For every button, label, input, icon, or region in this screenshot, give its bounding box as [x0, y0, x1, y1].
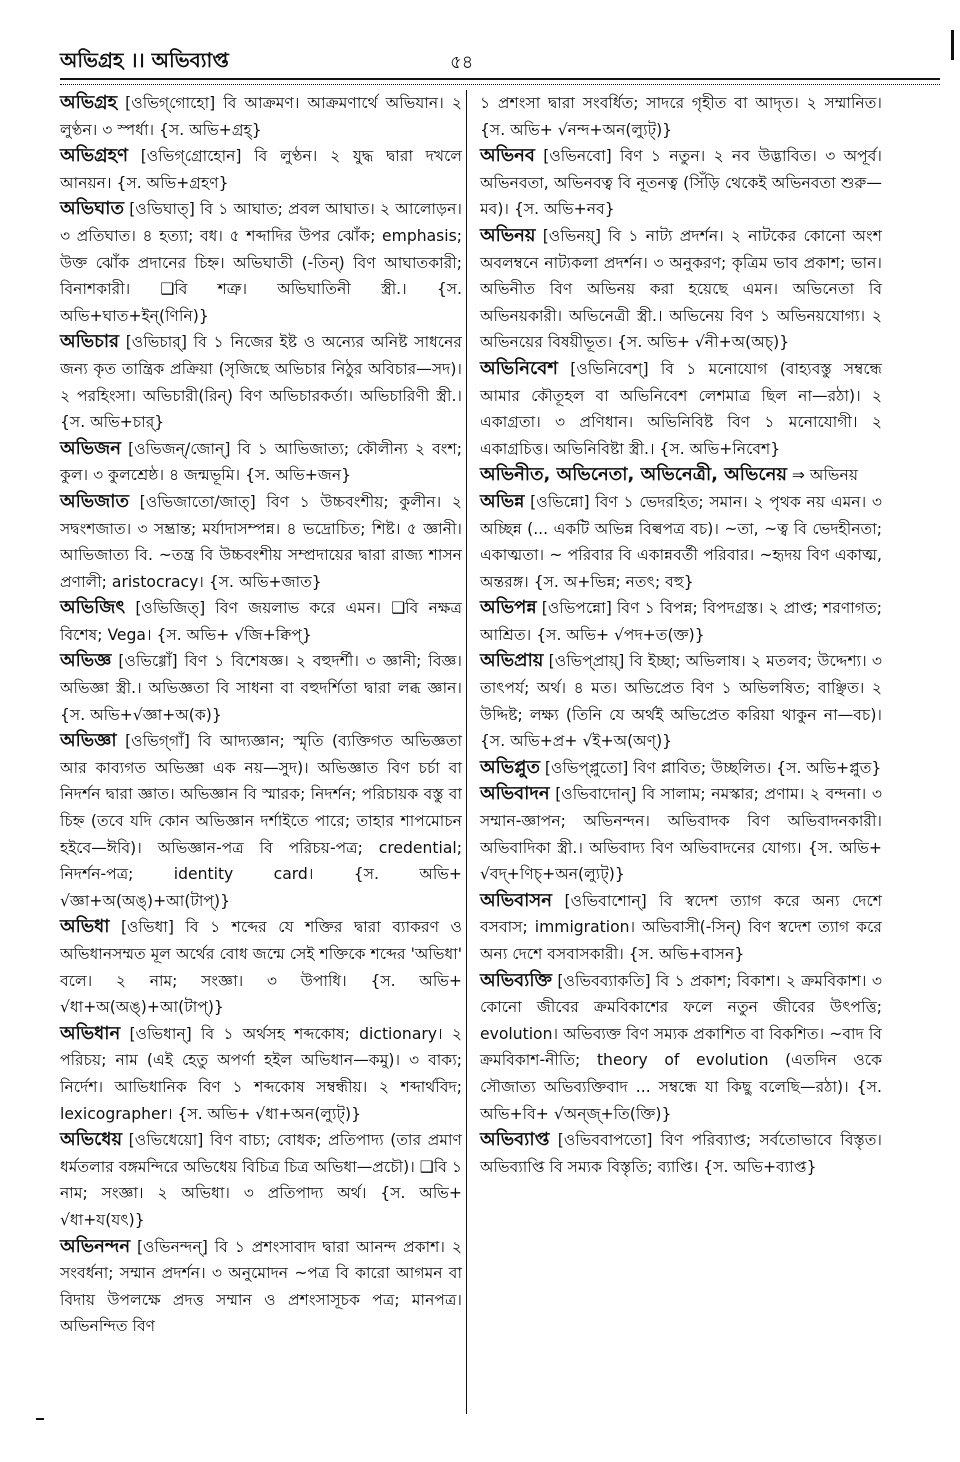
dictionary-entry: [480, 143, 882, 223]
entry-headword: অভিগ্রহণ: [60, 145, 128, 167]
edge-mark: [951, 30, 954, 60]
dictionary-entry: [480, 356, 882, 462]
entry-definition: ⇒ অভিনয়: [786, 466, 859, 485]
entry-definition: [ওভিগ্‌গাঁ] বি আদ্যজ্ঞান; স্মৃতি (ব্যক্তিগত অভিজ্ঞতা আর কাব্যগত অভিজ্ঞা এক নয়—সুদ)। অভিজ্ঞাত বিণ চর্চা বা নিদর্শন দ্বারা জ্ঞাত। অভিজ্ঞান বি স্মারক; নিদর্শন; পরিচায়ক বস্তু বা চিহ্ন (তবে যদি কোন অভিজ্ঞান দর্শাইতে পারে; তাহার শাপমোচন হইবে—ঈবি)। অভিজ্ঞান-পত্র বি পরিচয়-পত্র; credential; নিদর্শন-পত্র; identity card। {স. অভি+ √জ্ঞা+অ(অঙ্)+আ(টাপ্)}: [60, 732, 462, 910]
dictionary-entry: [480, 781, 882, 887]
entry-headword: অভিনব: [480, 145, 535, 167]
dictionary-entry: [60, 436, 462, 489]
dictionary-entry: [60, 1127, 462, 1233]
entry-headword: অভিচার: [60, 331, 119, 353]
dictionary-entry: [60, 489, 462, 595]
entry-headword: অভিজাত: [60, 490, 129, 512]
entry-definition: [ওভিধান্] বি ১ অর্থসহ শব্দকোষ; dictionary। ২ পরিচয়; নাম (এই হেতু অপর্ণা হইল অভিধান—কমু)। ৩ বাক্য; নির্দেশ। আভিধানিক বিণ ১ শব্দকোষ সম্বন্ধীয়। ২ শব্দার্থবিদ; lexicographer। {স. অভি+ √ধা+অন(ল্যুট্)}: [60, 1024, 462, 1123]
entry-headword: অভিপ্রায়: [480, 650, 544, 672]
dictionary-entry: [480, 968, 882, 1128]
entry-definition: [ওভিগ্গোঁ] বিণ ১ বিশেষজ্ঞ। ২ বহুদর্শী। ৩ জ্ঞানী; বিজ্ঞ। অভিজ্ঞা স্ত্রী.। অভিজ্ঞতা বি সাধনা বা বহুদর্শিতা দ্বারা লব্ধ জ্ঞান। {স. অভি+√জ্ঞা+অ(ক)}: [60, 652, 462, 724]
entry-definition: [ওভিববাপতো] বিণ পরিব্যাপ্ত; সর্বতোভাবে বিস্তৃত। অভিব্যাপ্তি বি সম্যক বিস্তৃতি; ব্যাপ্তি। {স. অভি+ব্যাপ্ত}: [480, 1131, 882, 1176]
entry-definition: [ওভিপ্প্রায়্] বি ইচ্ছা; অভিলাষ। ২ মতলব; উদ্দেশ্য। ৩ তাৎপর্য; অর্থ। ৪ মত। অভিপ্রেত বিণ ১ অভিলষিত; বাঞ্ছিত। ২ উদ্দিষ্ট; লক্ষ্য (তিনি যে অর্থই অভিপ্রেত করিয়া থাকুন না—বচ)। {স. অভি+প্র+ √ই+অ(অণ্)}: [480, 652, 882, 751]
entry-headword: অভিপন্ন: [480, 597, 537, 619]
entry-headword: অভিগ্রহ: [60, 92, 118, 113]
entry-definition: [ওভিবাদোন্] বি সালাম; নমস্কার; প্রণাম। ২ বন্দনা। ৩ সম্মান-জ্ঞাপন; অভিনন্দন। অভিবাদক বিণ অভিবাদনকারী। অভিবাদিকা স্ত্রী.। অভিবাদ্য বিণ অভিবাদনের যোগ্য। {স. অভি+ √বদ্+ণিচ্+অন(ল্যুট্)}: [480, 785, 882, 884]
header-rule: [60, 78, 940, 85]
entry-headword: অভিপ্লুত: [480, 756, 540, 778]
entry-definition: [ওভিবাশোন্] বি স্বদেশ ত্যাগ করে অন্য দেশে বসবাস; immigration। অভিবাসী(-সিন্) বিণ স্বদেশ ত্যাগ করে অন্য দেশে বসবাসকারী। {স. অভি+বাসন}: [480, 891, 882, 963]
entry-definition: [ওভিজাতো/জাত্] বিণ ১ উচ্চবংশীয়; কুলীন। ২ সদ্বংশজাত। ৩ সম্ভ্রান্ত; মর্যাদাসম্পন্ন। ৪ ভদ্রোচিত; শিষ্ট। ৫ জ্ঞানী। আভিজাত্য বি. ~তন্ত্র বি উচ্চবংশীয় সম্প্রদায়ের দ্বারা রাজ্য শাসন প্রণালী; aristocracy। {স. অভি+জাত}: [60, 492, 462, 591]
dictionary-entry: [480, 755, 882, 782]
dictionary-entry: [480, 489, 882, 595]
entry-headword: অভিনন্দন: [60, 1235, 131, 1257]
entry-definition: [ওভিনিবেশ্] বি ১ মনোযোগ (বাহ্যবস্তু সম্বন্ধে আমার কৌতূহল বা অভিনিবেশ লেশমাত্র ছিল না—রঠা)। ২ একাগ্রতা। ৩ প্রণিধান। অভিনিবিষ্ট বিণ ১ মনোযোগী। ২ একাগ্রচিত্ত। অভিনিবিষ্টা স্ত্রী.। {স. অভি+নিবেশ}: [480, 359, 882, 458]
entry-headword: অভিধান: [60, 1022, 121, 1044]
entry-definition: [ওভিজিত্] বিণ জয়লাভ করে এমন। ❑বি নক্ষত্র বিশেষ; Vega। {স. অভি+ √জি+ক্বিপ্}: [60, 599, 462, 644]
dictionary-entry: [60, 914, 462, 1020]
entry-definition: [ওভিনয়্] বি ১ নাট্য প্রদর্শন। ২ নাটকের কোনো অংশ অবলম্বনে নাট্যকলা প্রদর্শন। ৩ অনুকরণ; কৃত্রিম ভাব প্রকাশ; ভান। অভিনীত বিণ অভিনয় করা হয়েছে এমন। অভিনেতা বি অভিনয়কারী। অভিনেত্রী স্ত্রী.। অভিনেয় বিণ ১ অভিনয়যোগ্য। ২ অভিনয়ের বিষয়ীভূত। {স. অভি+ √নী+অ(অচ্)}: [480, 226, 882, 352]
entry-headword: অভিঘাত: [60, 198, 124, 220]
entry-definition: [ওভিপন্নো] বিণ ১ বিপন্ন; বিপদগ্রস্ত। ২ প্রাপ্ত; শরণাগত; আশ্রিত। {স. অভি+ √পদ+ত(ক্ত)}: [480, 599, 882, 644]
entry-headword: অভিধেয়: [60, 1129, 123, 1151]
page-header: [60, 46, 940, 78]
right-column: [480, 90, 882, 1180]
entry-headword: অভিজন: [60, 437, 121, 459]
page-number: ৫৪: [450, 52, 474, 73]
entry-headword: অভিব্যক্তি: [480, 969, 553, 991]
entry-definition: [ওভিধেয়ো] বিণ বাচ্য; বোধক; প্রতিপাদ্য (তার প্রমাণ ধর্মতলার বঙ্গমন্দিরে অভিধেয় বিচিত্র চিত্র অভিধা—প্রচৌ)। ❑বি ১ নাম; সংজ্ঞা। ২ অভিধা। ৩ প্রতিপাদ্য অর্থ। {স. অভি+ √ধা+য(যৎ)}: [60, 1131, 462, 1229]
entry-headword: অভিধা: [60, 916, 110, 938]
entry-headword: অভিজ্ঞা: [60, 730, 117, 752]
dictionary-entry: [60, 90, 462, 143]
dictionary-entry: [480, 888, 882, 968]
entry-headword: অভিব্যাপ্ত: [480, 1129, 550, 1151]
entry-definition: [ওভিঘাত্] বি ১ আঘাত; প্রবল আঘাত। ২ আলোড়ন। ৩ প্রতিঘাত। ৪ হত্যা; বধ। ৫ শব্দাদির উপর ঝোঁক; emphasis; উক্ত ঝোঁক প্রদানের চিহ্ন। অভিঘাতী (-তিন্) বিণ আঘাতকারী; বিনাশকারী। ❑বি শত্রু। অভিঘাতিনী স্ত্রী.। {স. অভি+ঘাত+ইন্(ণিনি)}: [60, 200, 462, 325]
dictionary-entry: [60, 648, 462, 728]
guide-words: অভিগ্রহ ।। অভিব্যাপ্ত: [60, 48, 229, 72]
entry-definition: [ওভিবব্যাকতি] বি ১ প্রকাশ; বিকাশ। ২ ক্রমবিকাশ। ৩ কোনো জীবের ক্রমবিকাশের ফলে নতুন জীবের উৎপত্তি; evolution। অভিব্যক্ত বিণ সম্যক প্রকাশিত বা বিকশিত। ~বাদ বি ক্রমবিকাশ-নীতি; theory of evolution (এতদিন ওকে সৌজাত্য অভিব্যক্তিবাদ ... সম্বন্ধে যা কিছু বলেছি—রঠা)। {স. অভি+বি+ √অন্জ্+তি(ক্তি)}: [480, 971, 882, 1123]
dictionary-entry: [480, 648, 882, 754]
bottom-mark: [36, 1418, 44, 1420]
dictionary-entry: [60, 1234, 462, 1340]
entry-definition: [ওভিচার্] বি ১ নিজের ইষ্ট ও অন্যের অনিষ্ট সাধনের জন্য কৃত তান্ত্রিক প্রক্রিয়া (সৃজিছে অভিচার নিঠুর অবিচার—সদ)। ২ পরহিংসা। অভিচারী(রিন্) বিণ অভিচারকর্তা। অভিচারিণী স্ত্রী.। {স. অভি+চার্}: [60, 333, 462, 432]
dictionary-entry: [60, 196, 462, 329]
entry-definition: ১ প্রশংসা দ্বারা সংবর্ধিত; সাদরে গৃহীত বা আদৃত। ২ সম্মানিত। {স. অভি+ √নন্দ+অন(ল্যুট্)}: [480, 94, 882, 139]
entry-headword: অভিজ্ঞ: [60, 650, 112, 672]
dictionary-entry: [480, 462, 882, 489]
dictionary-entry: [60, 595, 462, 648]
entry-definition: [ওভিনবো] বিণ ১ নতুন। ২ নব উদ্ভাবিত। ৩ অপূর্ব। অভিনবতা, অভিনবত্ব বি নূতনত্ব (সিঁড়ি থেকেই অভিনবতা শুরু—মব)। {স. অভি+নব}: [480, 147, 882, 219]
entry-headword: অভিন্ন: [480, 490, 525, 512]
entry-definition: [ওভিগ্‌গোহো] বি আক্রমণ। আক্রমণার্থে অভিযান। ২ লুণ্ঠন। ৩ স্পর্ধা। {স. অভি+গ্রহ্}: [60, 94, 462, 139]
entry-definition: [ওভিধা] বি ১ শব্দের যে শক্তির দ্বারা ব্যাকরণ ও অভিধানসম্মত মূল অর্থের বোধ জন্মে সেই শক্তিকে শব্দের 'অভিধা' বলে। ২ নাম; সংজ্ঞা। ৩ উপাধি। {স. অভি+ √ধা+অ(অঙ্)+আ(টাপ্)}: [60, 918, 462, 1017]
entry-headword: অভিবাদন: [480, 783, 550, 805]
entry-headword: অভিজিৎ: [60, 597, 126, 619]
entry-headword: অভিনীত, অভিনেতা, অভিনেত্রী, অভিনেয়: [480, 464, 787, 486]
entry-headword: অভিনয়: [480, 224, 536, 246]
dictionary-entry: [480, 223, 882, 356]
entry-headword: অভিবাসন: [480, 889, 553, 911]
entry-definition: [ওভিগ্‌গ্রোহোন] বি লুণ্ঠন। ২ যুদ্ধ দ্বারা দখলে আনয়ন। {স. অভি+গ্রহণ}: [60, 147, 462, 192]
entry-definition: [ওভিন্নো] বিণ ১ ভেদরহিত; সমান। ২ পৃথক নয় এমন। ৩ অচ্ছিন্ন (... একটি অভিন্ন বিল্বপত্র বচ)। ~তা, ~ত্ব বি ভেদহীনতা; একাত্মতা। ~ পরিবার বি একান্নবর্তী পরিবার। ~হৃদয় বিণ একাত্ম, অন্তরঙ্গ। {স. অ+ভিন্ন; নতৎ; বহু}: [480, 492, 882, 591]
dictionary-entry: [480, 595, 882, 648]
dictionary-entry: [60, 143, 462, 196]
column-divider: [466, 90, 467, 1414]
dictionary-entry: [60, 1021, 462, 1127]
dictionary-entry: [480, 90, 882, 143]
entry-definition: [ওভিনন্দন্] বি ১ প্রশংসাবাদ দ্বারা আনন্দ প্রকাশ। ২ সংবর্ধনা; সম্মান প্রদর্শন। ৩ অনুমোদন ~পত্র বি কারো আগমন বা বিদায় উপলক্ষে প্রদত্ত সম্মান ও প্রশংসাসূচক পত্র; মানপত্র। অভিনন্দিত বিণ: [60, 1237, 462, 1336]
entry-headword: অভিনিবেশ: [480, 357, 558, 379]
dictionary-entry: [60, 329, 462, 435]
entry-definition: [ওভিজন্/জোন্] বি ১ আভিজাত্য; কৌলীন্য ২ বংশ; কুল। ৩ কুলশ্রেষ্ঠ। ৪ জন্মভূমি। {স. অভি+জন}: [60, 439, 462, 485]
dictionary-entry: [480, 1127, 882, 1180]
left-column: [60, 90, 462, 1340]
dictionary-entry: [60, 728, 462, 914]
entry-definition: [ওভিপ্প্লুতো] বিণ প্লাবিত; উচ্ছলিত। {স. অভি+প্লুত}: [539, 758, 882, 777]
